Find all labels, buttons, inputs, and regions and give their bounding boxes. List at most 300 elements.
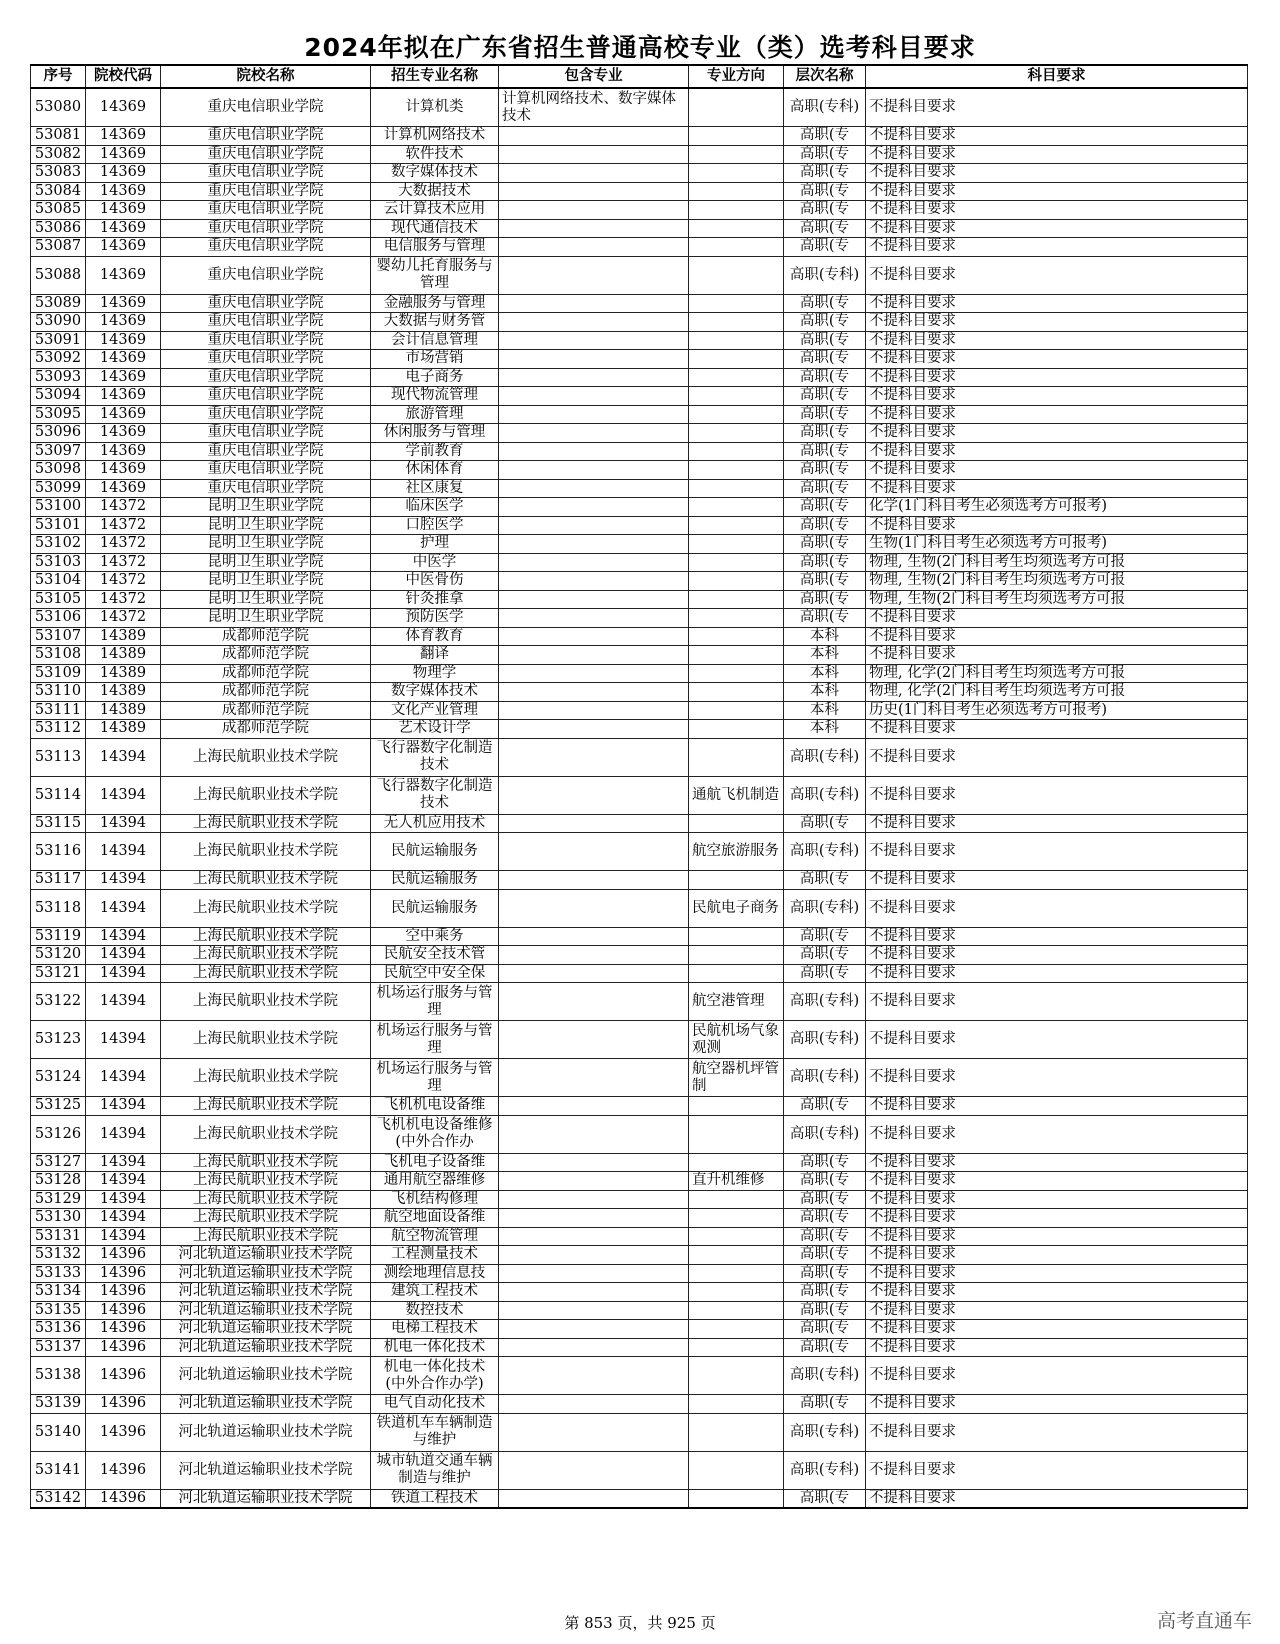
cell-direction xyxy=(689,145,784,164)
cell-direction xyxy=(689,1115,784,1153)
cell-school-code: 14369 xyxy=(86,164,161,183)
cell-seq: 53114 xyxy=(31,776,86,814)
cell-direction xyxy=(689,1227,784,1246)
table-row xyxy=(31,1320,1248,1339)
cell-school-code: 14369 xyxy=(86,127,161,146)
cell-level: 高职(专 xyxy=(784,1246,866,1265)
cell-included-majors xyxy=(499,145,689,164)
cell-included-majors xyxy=(499,964,689,983)
cell-included-majors xyxy=(499,1021,689,1059)
table-row xyxy=(31,1413,1248,1451)
cell-included-majors xyxy=(499,516,689,535)
cell-included-majors xyxy=(499,1489,689,1508)
table-row xyxy=(31,405,1248,424)
cell-major-name: 护理 xyxy=(371,535,499,554)
table-row xyxy=(31,1395,1248,1414)
cell-major-name: 艺术设计学 xyxy=(371,720,499,739)
cell-level: 高职(专 xyxy=(784,1264,866,1283)
cell-direction xyxy=(689,590,784,609)
table-row xyxy=(31,1489,1248,1508)
cell-seq: 53129 xyxy=(31,1190,86,1209)
cell-subject-requirement: 不提科目要求 xyxy=(866,313,1248,332)
cell-level: 高职(专科) xyxy=(784,1021,866,1059)
table-row xyxy=(31,256,1248,294)
cell-major-name: 飞机机电设备维修(中外合作办 xyxy=(371,1115,499,1153)
cell-school-name: 上海民航职业技术学院 xyxy=(161,871,371,890)
cell-included-majors xyxy=(499,424,689,443)
table-row xyxy=(31,1357,1248,1395)
cell-direction xyxy=(689,871,784,890)
cell-level: 高职(专科) xyxy=(784,1115,866,1153)
cell-seq: 53134 xyxy=(31,1283,86,1302)
cell-included-majors xyxy=(499,927,689,946)
cell-school-code: 14369 xyxy=(86,331,161,350)
cell-major-name: 社区康复 xyxy=(371,479,499,498)
cell-school-name: 上海民航职业技术学院 xyxy=(161,814,371,833)
cell-school-code: 14394 xyxy=(86,1021,161,1059)
cell-school-code: 14396 xyxy=(86,1264,161,1283)
cell-seq: 53082 xyxy=(31,145,86,164)
cell-seq: 53118 xyxy=(31,889,86,927)
cell-direction xyxy=(689,331,784,350)
table-row xyxy=(31,127,1248,146)
cell-major-name: 中医骨伤 xyxy=(371,572,499,591)
cell-subject-requirement: 不提科目要求 xyxy=(866,646,1248,665)
cell-subject-requirement: 不提科目要求 xyxy=(866,145,1248,164)
cell-seq: 53102 xyxy=(31,535,86,554)
cell-subject-requirement: 不提科目要求 xyxy=(866,814,1248,833)
cell-direction xyxy=(689,1489,784,1508)
cell-direction xyxy=(689,664,784,683)
cell-seq: 53141 xyxy=(31,1451,86,1489)
cell-major-name: 现代物流管理 xyxy=(371,387,499,406)
cell-included-majors xyxy=(499,1320,689,1339)
cell-major-name: 飞机结构修理 xyxy=(371,1190,499,1209)
header-school-name: 院校名称 xyxy=(161,65,371,88)
cell-major-name: 无人机应用技术 xyxy=(371,814,499,833)
cell-direction xyxy=(689,219,784,238)
cell-school-name: 上海民航职业技术学院 xyxy=(161,946,371,965)
cell-seq: 53122 xyxy=(31,983,86,1021)
table-row xyxy=(31,368,1248,387)
table-row xyxy=(31,201,1248,220)
cell-level: 高职(专 xyxy=(784,1301,866,1320)
cell-subject-requirement: 不提科目要求 xyxy=(866,294,1248,313)
cell-direction: 民航机场气象观测 xyxy=(689,1021,784,1059)
page-title: 2024年拟在广东省招生普通高校专业（类）选考科目要求 xyxy=(304,33,976,62)
cell-major-name: 大数据与财务管 xyxy=(371,313,499,332)
cell-school-code: 14396 xyxy=(86,1489,161,1508)
cell-school-code: 14369 xyxy=(86,219,161,238)
table-row xyxy=(31,946,1248,965)
table-row xyxy=(31,145,1248,164)
cell-direction xyxy=(689,1413,784,1451)
cell-major-name: 机场运行服务与管理 xyxy=(371,1059,499,1097)
cell-direction xyxy=(689,387,784,406)
cell-level: 高职(专 xyxy=(784,238,866,257)
cell-included-majors xyxy=(499,627,689,646)
cell-seq: 53090 xyxy=(31,313,86,332)
cell-direction xyxy=(689,927,784,946)
cell-seq: 53136 xyxy=(31,1320,86,1339)
cell-direction xyxy=(689,1246,784,1265)
cell-subject-requirement: 不提科目要求 xyxy=(866,1209,1248,1228)
cell-school-code: 14394 xyxy=(86,946,161,965)
cell-school-name: 成都师范学院 xyxy=(161,701,371,720)
cell-included-majors xyxy=(499,664,689,683)
cell-level: 本科 xyxy=(784,720,866,739)
table-row xyxy=(31,701,1248,720)
cell-school-name: 上海民航职业技术学院 xyxy=(161,964,371,983)
cell-direction xyxy=(689,164,784,183)
cell-included-majors: 计算机网络技术、数字媒体技术 xyxy=(499,88,689,127)
cell-included-majors xyxy=(499,946,689,965)
cell-major-name: 体育教育 xyxy=(371,627,499,646)
table-row xyxy=(31,683,1248,702)
cell-included-majors xyxy=(499,1172,689,1191)
table-row xyxy=(31,164,1248,183)
cell-seq: 53108 xyxy=(31,646,86,665)
cell-seq: 53098 xyxy=(31,461,86,480)
cell-direction xyxy=(689,313,784,332)
cell-subject-requirement: 不提科目要求 xyxy=(866,387,1248,406)
cell-school-name: 重庆电信职业学院 xyxy=(161,256,371,294)
cell-subject-requirement: 不提科目要求 xyxy=(866,164,1248,183)
cell-subject-requirement: 不提科目要求 xyxy=(866,1153,1248,1172)
cell-school-code: 14394 xyxy=(86,1115,161,1153)
cell-direction xyxy=(689,424,784,443)
cell-included-majors xyxy=(499,1059,689,1097)
cell-subject-requirement: 不提科目要求 xyxy=(866,256,1248,294)
cell-school-code: 14372 xyxy=(86,516,161,535)
cell-included-majors xyxy=(499,1246,689,1265)
table-row xyxy=(31,590,1248,609)
cell-level: 高职(专科) xyxy=(784,256,866,294)
cell-included-majors xyxy=(499,238,689,257)
cell-major-name: 口腔医学 xyxy=(371,516,499,535)
cell-seq: 53092 xyxy=(31,350,86,369)
table-row xyxy=(31,1021,1248,1059)
cell-school-name: 上海民航职业技术学院 xyxy=(161,889,371,927)
cell-school-name: 河北轨道运输职业技术学院 xyxy=(161,1357,371,1395)
cell-subject-requirement: 不提科目要求 xyxy=(866,442,1248,461)
cell-level: 高职(专科) xyxy=(784,88,866,127)
cell-school-code: 14389 xyxy=(86,627,161,646)
cell-school-code: 14369 xyxy=(86,350,161,369)
table-row xyxy=(31,1301,1248,1320)
cell-subject-requirement: 不提科目要求 xyxy=(866,219,1248,238)
cell-school-code: 14396 xyxy=(86,1301,161,1320)
cell-major-name: 旅游管理 xyxy=(371,405,499,424)
cell-school-code: 14394 xyxy=(86,833,161,871)
cell-direction xyxy=(689,368,784,387)
cell-school-name: 成都师范学院 xyxy=(161,664,371,683)
cell-school-name: 重庆电信职业学院 xyxy=(161,294,371,313)
cell-direction xyxy=(689,442,784,461)
cell-included-majors xyxy=(499,461,689,480)
cell-level: 高职(专 xyxy=(784,201,866,220)
cell-level: 高职(专 xyxy=(784,1395,866,1414)
cell-direction xyxy=(689,814,784,833)
cell-major-name: 针灸推拿 xyxy=(371,590,499,609)
cell-major-name: 大数据技术 xyxy=(371,182,499,201)
cell-included-majors xyxy=(499,1283,689,1302)
cell-school-code: 14369 xyxy=(86,313,161,332)
cell-included-majors xyxy=(499,219,689,238)
cell-level: 高职(专 xyxy=(784,609,866,628)
cell-school-name: 昆明卫生职业学院 xyxy=(161,590,371,609)
cell-school-code: 14369 xyxy=(86,368,161,387)
table-row xyxy=(31,1190,1248,1209)
cell-school-code: 14396 xyxy=(86,1320,161,1339)
cell-school-code: 14372 xyxy=(86,590,161,609)
cell-seq: 53094 xyxy=(31,387,86,406)
cell-level: 高职(专 xyxy=(784,127,866,146)
cell-major-name: 城市轨道交通车辆制造与维护 xyxy=(371,1451,499,1489)
table-row xyxy=(31,1264,1248,1283)
cell-level: 高职(专科) xyxy=(784,833,866,871)
cell-direction xyxy=(689,127,784,146)
cell-direction xyxy=(689,535,784,554)
cell-school-name: 重庆电信职业学院 xyxy=(161,88,371,127)
cell-seq: 53086 xyxy=(31,219,86,238)
cell-level: 高职(专 xyxy=(784,164,866,183)
cell-subject-requirement: 物理, 化学(2门科目考生均须选考方可报 xyxy=(866,683,1248,702)
cell-subject-requirement: 不提科目要求 xyxy=(866,182,1248,201)
cell-school-name: 重庆电信职业学院 xyxy=(161,387,371,406)
cell-seq: 53131 xyxy=(31,1227,86,1246)
cell-seq: 53085 xyxy=(31,201,86,220)
cell-school-name: 重庆电信职业学院 xyxy=(161,127,371,146)
subject-requirements-table xyxy=(30,64,1248,1509)
cell-major-name: 民航运输服务 xyxy=(371,833,499,871)
cell-subject-requirement: 化学(1门科目考生必须选考方可报考) xyxy=(866,498,1248,517)
cell-included-majors xyxy=(499,294,689,313)
cell-school-code: 14369 xyxy=(86,424,161,443)
cell-seq: 53089 xyxy=(31,294,86,313)
cell-direction xyxy=(689,88,784,127)
cell-direction xyxy=(689,1301,784,1320)
cell-direction xyxy=(689,238,784,257)
cell-seq: 53103 xyxy=(31,553,86,572)
cell-direction xyxy=(689,498,784,517)
header-school-code: 院校代码 xyxy=(86,65,161,88)
table-row xyxy=(31,238,1248,257)
cell-subject-requirement: 不提科目要求 xyxy=(866,368,1248,387)
cell-seq: 53123 xyxy=(31,1021,86,1059)
cell-level: 高职(专 xyxy=(784,350,866,369)
cell-level: 高职(专 xyxy=(784,1172,866,1191)
cell-seq: 53117 xyxy=(31,871,86,890)
cell-school-code: 14369 xyxy=(86,145,161,164)
cell-major-name: 航空物流管理 xyxy=(371,1227,499,1246)
cell-included-majors xyxy=(499,313,689,332)
cell-school-name: 昆明卫生职业学院 xyxy=(161,498,371,517)
cell-level: 高职(专 xyxy=(784,145,866,164)
cell-seq: 53115 xyxy=(31,814,86,833)
cell-subject-requirement: 不提科目要求 xyxy=(866,88,1248,127)
cell-subject-requirement: 不提科目要求 xyxy=(866,1115,1248,1153)
cell-level: 高职(专科) xyxy=(784,983,866,1021)
cell-school-name: 上海民航职业技术学院 xyxy=(161,1153,371,1172)
cell-level: 高职(专 xyxy=(784,553,866,572)
cell-direction xyxy=(689,1357,784,1395)
header-seq: 序号 xyxy=(31,65,86,88)
cell-seq: 53087 xyxy=(31,238,86,257)
cell-level: 高职(专 xyxy=(784,871,866,890)
cell-subject-requirement: 不提科目要求 xyxy=(866,1246,1248,1265)
cell-seq: 53097 xyxy=(31,442,86,461)
cell-level: 高职(专 xyxy=(784,1190,866,1209)
cell-included-majors xyxy=(499,1209,689,1228)
cell-seq: 53139 xyxy=(31,1395,86,1414)
table-row xyxy=(31,479,1248,498)
cell-school-name: 重庆电信职业学院 xyxy=(161,331,371,350)
table-row xyxy=(31,1172,1248,1191)
header-level: 层次名称 xyxy=(784,65,866,88)
cell-included-majors xyxy=(499,127,689,146)
table-row xyxy=(31,1153,1248,1172)
cell-direction xyxy=(689,516,784,535)
cell-school-code: 14369 xyxy=(86,461,161,480)
cell-seq: 53095 xyxy=(31,405,86,424)
cell-subject-requirement: 不提科目要求 xyxy=(866,424,1248,443)
cell-school-code: 14394 xyxy=(86,1153,161,1172)
cell-major-name: 铁道机车车辆制造与维护 xyxy=(371,1413,499,1451)
cell-level: 高职(专科) xyxy=(784,1357,866,1395)
cell-school-code: 14369 xyxy=(86,182,161,201)
cell-school-code: 14396 xyxy=(86,1246,161,1265)
cell-direction xyxy=(689,701,784,720)
cell-included-majors xyxy=(499,738,689,776)
cell-direction xyxy=(689,946,784,965)
cell-school-code: 14396 xyxy=(86,1413,161,1451)
cell-subject-requirement: 不提科目要求 xyxy=(866,1489,1248,1508)
table-row xyxy=(31,535,1248,554)
cell-seq: 53130 xyxy=(31,1209,86,1228)
cell-level: 高职(专 xyxy=(784,479,866,498)
cell-subject-requirement: 物理, 生物(2门科目考生均须选考方可报 xyxy=(866,590,1248,609)
cell-direction xyxy=(689,964,784,983)
cell-level: 高职(专科) xyxy=(784,1413,866,1451)
cell-included-majors xyxy=(499,479,689,498)
cell-included-majors xyxy=(499,498,689,517)
table-row xyxy=(31,776,1248,814)
cell-major-name: 软件技术 xyxy=(371,145,499,164)
cell-school-name: 河北轨道运输职业技术学院 xyxy=(161,1320,371,1339)
cell-major-name: 测绘地理信息技 xyxy=(371,1264,499,1283)
cell-school-name: 河北轨道运输职业技术学院 xyxy=(161,1451,371,1489)
cell-school-name: 成都师范学院 xyxy=(161,720,371,739)
cell-school-name: 河北轨道运输职业技术学院 xyxy=(161,1301,371,1320)
cell-major-name: 云计算技术应用 xyxy=(371,201,499,220)
cell-school-name: 河北轨道运输职业技术学院 xyxy=(161,1489,371,1508)
cell-major-name: 数字媒体技术 xyxy=(371,164,499,183)
cell-subject-requirement: 不提科目要求 xyxy=(866,609,1248,628)
cell-level: 高职(专 xyxy=(784,1097,866,1116)
cell-school-code: 14372 xyxy=(86,498,161,517)
cell-subject-requirement: 不提科目要求 xyxy=(866,983,1248,1021)
cell-level: 高职(专 xyxy=(784,405,866,424)
cell-seq: 53119 xyxy=(31,927,86,946)
cell-seq: 53128 xyxy=(31,1172,86,1191)
cell-included-majors xyxy=(499,201,689,220)
cell-major-name: 铁道工程技术 xyxy=(371,1489,499,1508)
cell-level: 本科 xyxy=(784,683,866,702)
cell-school-name: 上海民航职业技术学院 xyxy=(161,1172,371,1191)
page-footer: 第 853 页，共 925 页 xyxy=(564,1614,716,1632)
cell-seq: 53133 xyxy=(31,1264,86,1283)
cell-included-majors xyxy=(499,182,689,201)
cell-school-name: 上海民航职业技术学院 xyxy=(161,1115,371,1153)
cell-direction xyxy=(689,256,784,294)
cell-school-code: 14369 xyxy=(86,442,161,461)
cell-direction xyxy=(689,405,784,424)
cell-subject-requirement: 不提科目要求 xyxy=(866,350,1248,369)
cell-included-majors xyxy=(499,350,689,369)
cell-included-majors xyxy=(499,368,689,387)
cell-school-name: 重庆电信职业学院 xyxy=(161,368,371,387)
cell-level: 高职(专科) xyxy=(784,738,866,776)
cell-major-name: 民航运输服务 xyxy=(371,871,499,890)
cell-seq: 53121 xyxy=(31,964,86,983)
cell-subject-requirement: 不提科目要求 xyxy=(866,461,1248,480)
cell-seq: 53080 xyxy=(31,88,86,127)
cell-level: 高职(专 xyxy=(784,387,866,406)
cell-seq: 53096 xyxy=(31,424,86,443)
cell-seq: 53081 xyxy=(31,127,86,146)
cell-school-name: 上海民航职业技术学院 xyxy=(161,1097,371,1116)
table-row xyxy=(31,553,1248,572)
cell-subject-requirement: 不提科目要求 xyxy=(866,1097,1248,1116)
cell-school-code: 14394 xyxy=(86,927,161,946)
cell-level: 高职(专 xyxy=(784,1209,866,1228)
cell-school-code: 14369 xyxy=(86,479,161,498)
cell-school-code: 14394 xyxy=(86,776,161,814)
cell-school-code: 14394 xyxy=(86,964,161,983)
cell-major-name: 飞行器数字化制造技术 xyxy=(371,738,499,776)
cell-subject-requirement: 不提科目要求 xyxy=(866,1357,1248,1395)
cell-direction xyxy=(689,1097,784,1116)
table-header-row xyxy=(31,65,1248,88)
cell-direction: 直升机维修 xyxy=(689,1172,784,1191)
cell-school-code: 14369 xyxy=(86,294,161,313)
cell-seq: 53099 xyxy=(31,479,86,498)
cell-subject-requirement: 不提科目要求 xyxy=(866,627,1248,646)
cell-included-majors xyxy=(499,646,689,665)
cell-major-name: 数控技术 xyxy=(371,1301,499,1320)
cell-seq: 53138 xyxy=(31,1357,86,1395)
cell-subject-requirement: 不提科目要求 xyxy=(866,720,1248,739)
cell-subject-requirement: 不提科目要求 xyxy=(866,1172,1248,1191)
cell-seq: 53137 xyxy=(31,1338,86,1357)
cell-major-name: 中医学 xyxy=(371,553,499,572)
cell-included-majors xyxy=(499,701,689,720)
cell-major-name: 飞行器数字化制造技术 xyxy=(371,776,499,814)
cell-school-name: 河北轨道运输职业技术学院 xyxy=(161,1338,371,1357)
cell-included-majors xyxy=(499,572,689,591)
cell-subject-requirement: 不提科目要求 xyxy=(866,201,1248,220)
cell-seq: 53116 xyxy=(31,833,86,871)
cell-school-code: 14394 xyxy=(86,1227,161,1246)
cell-direction xyxy=(689,201,784,220)
cell-school-name: 河北轨道运输职业技术学院 xyxy=(161,1283,371,1302)
cell-level: 本科 xyxy=(784,646,866,665)
cell-school-name: 重庆电信职业学院 xyxy=(161,461,371,480)
cell-direction xyxy=(689,479,784,498)
cell-direction xyxy=(689,1153,784,1172)
cell-included-majors xyxy=(499,1264,689,1283)
